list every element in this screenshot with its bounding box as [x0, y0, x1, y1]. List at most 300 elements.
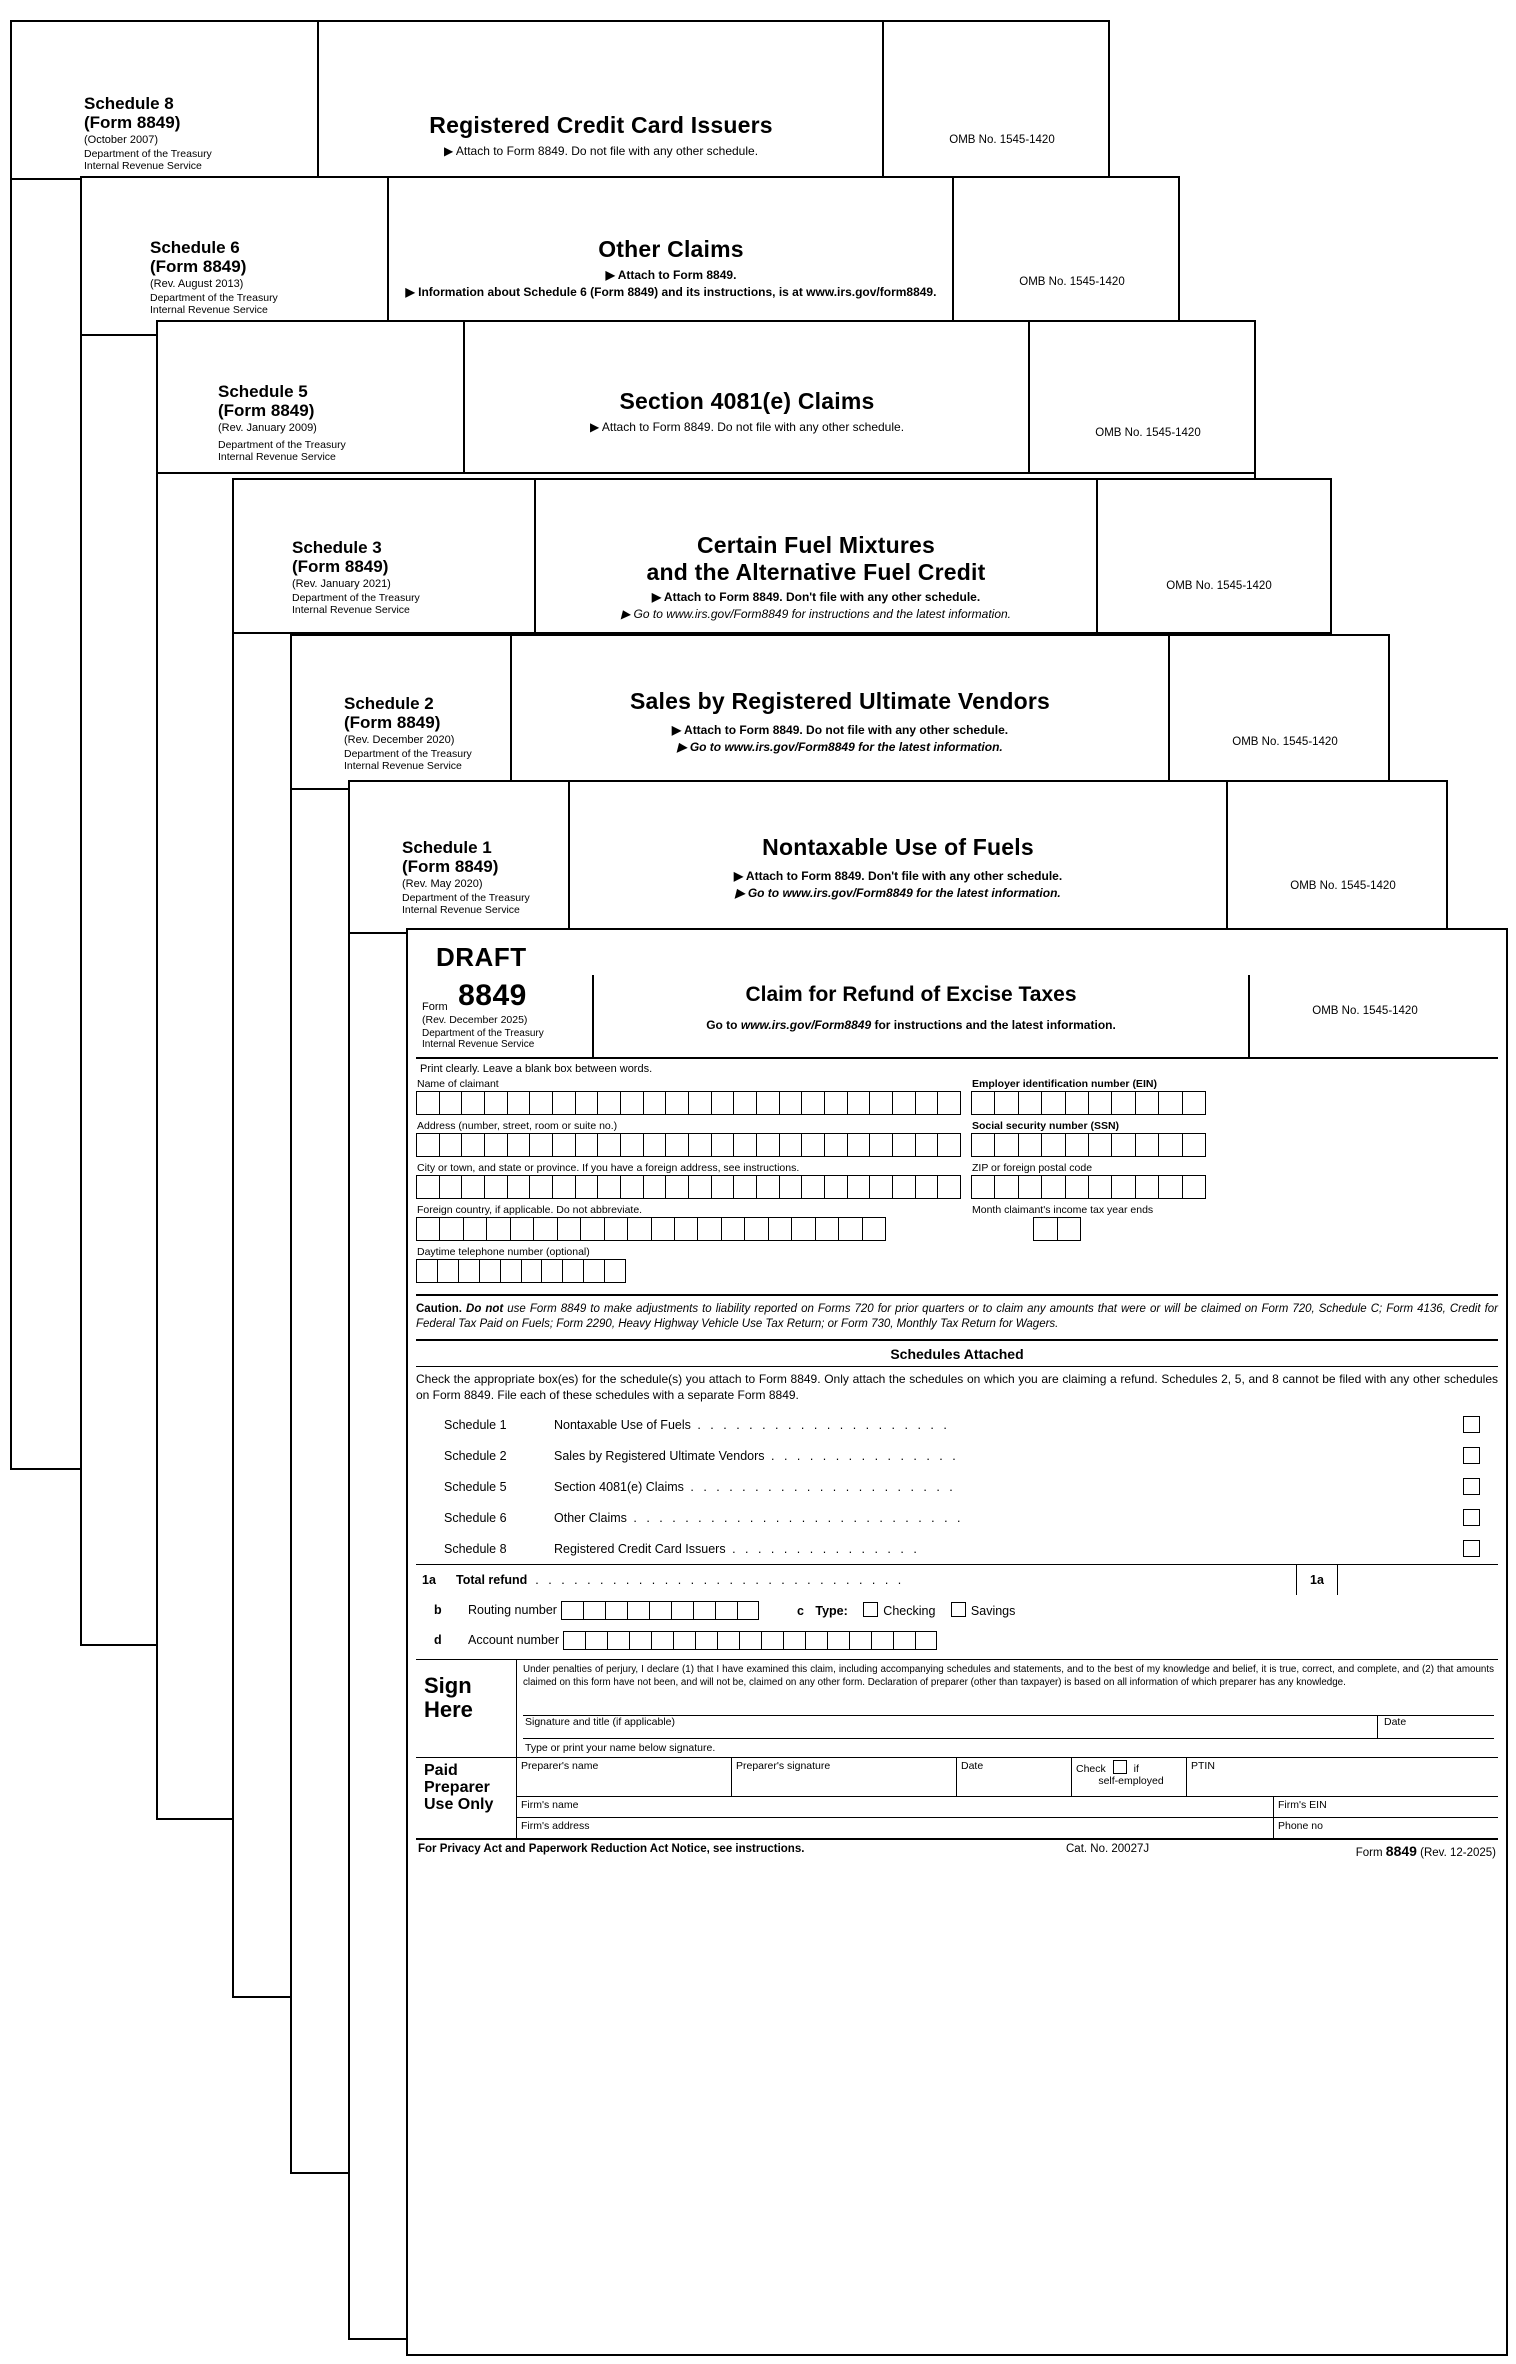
char-box[interactable]: [1088, 1091, 1111, 1115]
schedule-1-checkbox[interactable]: [1463, 1416, 1480, 1433]
char-box[interactable]: [693, 1601, 715, 1620]
char-box[interactable]: [461, 1091, 484, 1115]
char-box[interactable]: [892, 1175, 915, 1199]
type-print-name-label: Type or print your name below signature.: [523, 1738, 1494, 1757]
schedule-row-8[interactable]: [416, 1533, 1498, 1564]
char-box[interactable]: [1041, 1175, 1064, 1199]
char-box[interactable]: [815, 1217, 838, 1241]
line-1a-tag: 1a: [1296, 1565, 1338, 1595]
line-1b-routing[interactable]: [416, 1595, 1498, 1625]
char-box[interactable]: [695, 1631, 717, 1650]
schedule-2-desc: Sales by Registered Ultimate Vendors: [554, 1448, 765, 1463]
schedule-6-desc-wrap: [554, 1511, 1463, 1525]
goto-prefix: Go to: [706, 1018, 741, 1032]
form-title: Claim for Refund of Excise Taxes: [745, 983, 1077, 1006]
char-box[interactable]: [971, 1175, 994, 1199]
char-box[interactable]: [627, 1601, 649, 1620]
char-box[interactable]: [697, 1217, 720, 1241]
char-box[interactable]: [673, 1631, 695, 1650]
char-box[interactable]: [915, 1133, 938, 1157]
char-box[interactable]: [711, 1091, 734, 1115]
schedule-1-label: Schedule 1: [444, 1417, 507, 1432]
schedule-row-5[interactable]: [416, 1471, 1498, 1502]
char-box[interactable]: [651, 1217, 674, 1241]
paid-preparer-section: [416, 1757, 1498, 1838]
schedule-2-dept-line1: Department of the Treasury: [344, 748, 472, 760]
char-box[interactable]: [994, 1091, 1017, 1115]
divider: [1168, 636, 1170, 788]
divider: [158, 472, 1254, 474]
paid-preparer-grid: [516, 1758, 1498, 1838]
ptin-field[interactable]: PTIN: [1191, 1760, 1215, 1772]
schedules-attached-list: [416, 1409, 1498, 1564]
line-1a-total-refund[interactable]: [416, 1564, 1498, 1595]
form-header: [416, 975, 1498, 1059]
char-box[interactable]: [575, 1175, 598, 1199]
char-box[interactable]: [824, 1091, 847, 1115]
char-box[interactable]: [461, 1175, 484, 1199]
char-box[interactable]: [937, 1133, 961, 1157]
schedule-6-sub1: ▶ Attach to Form 8849.: [605, 268, 737, 282]
zip-input[interactable]: [971, 1175, 1206, 1199]
daytime-phone-input[interactable]: [416, 1259, 626, 1283]
char-box[interactable]: [756, 1133, 779, 1157]
char-box[interactable]: [717, 1631, 739, 1650]
schedule-8-name-line2: (Form 8849): [84, 113, 181, 132]
self-employed-check-cell[interactable]: [1072, 1758, 1187, 1796]
char-box[interactable]: [869, 1091, 892, 1115]
char-box[interactable]: [1111, 1175, 1134, 1199]
char-box[interactable]: [643, 1091, 666, 1115]
char-box[interactable]: [1041, 1133, 1064, 1157]
char-box[interactable]: [1088, 1175, 1111, 1199]
schedule-1-revision: (Rev. May 2020): [402, 878, 483, 890]
divider: [1028, 322, 1030, 472]
schedule-5-desc-wrap: [554, 1480, 1463, 1494]
schedule-6-revision: (Rev. August 2013): [150, 278, 244, 290]
daytime-phone-label: Daytime telephone number (optional): [417, 1246, 590, 1258]
schedule-3-dept-line2: Internal Revenue Service: [292, 603, 410, 616]
char-box[interactable]: [665, 1091, 688, 1115]
char-box[interactable]: [1018, 1133, 1041, 1157]
leader-dots: . . . . . . . . . . . . . . . . . . . .: [690, 1417, 950, 1432]
char-box[interactable]: [585, 1631, 607, 1650]
char-box[interactable]: [824, 1175, 847, 1199]
char-box[interactable]: [971, 1133, 994, 1157]
char-box[interactable]: [552, 1091, 575, 1115]
signature-date-label: Date: [1377, 1716, 1494, 1738]
form-goto-line: [596, 1018, 1226, 1032]
char-box[interactable]: [1065, 1175, 1088, 1199]
char-box[interactable]: [575, 1091, 598, 1115]
ein-input[interactable]: [971, 1091, 1206, 1115]
address-input[interactable]: [416, 1133, 961, 1157]
firms-name-field[interactable]: Firm's name: [517, 1797, 1274, 1817]
schedule-5-revision: (Rev. January 2009): [218, 422, 317, 434]
ssn-input[interactable]: [971, 1133, 1206, 1157]
char-box[interactable]: [629, 1631, 651, 1650]
char-box[interactable]: [627, 1217, 650, 1241]
line-1c-number: c: [796, 1604, 804, 1618]
line-1c-label: Type:: [815, 1604, 848, 1618]
char-box[interactable]: [461, 1133, 484, 1157]
char-box[interactable]: [937, 1091, 961, 1115]
preparer-signature-field[interactable]: Preparer's signature: [732, 1758, 957, 1796]
char-box[interactable]: [937, 1175, 961, 1199]
schedule-2-name-line2: (Form 8849): [344, 713, 441, 732]
char-box[interactable]: [733, 1133, 756, 1157]
char-box[interactable]: [439, 1175, 462, 1199]
schedule-2-checkbox[interactable]: [1463, 1447, 1480, 1464]
char-box[interactable]: [739, 1631, 761, 1650]
char-box[interactable]: [756, 1091, 779, 1115]
char-box[interactable]: [801, 1133, 824, 1157]
char-box[interactable]: [665, 1133, 688, 1157]
char-box[interactable]: [1041, 1091, 1064, 1115]
char-box[interactable]: [744, 1217, 767, 1241]
char-box[interactable]: [1065, 1133, 1088, 1157]
paid-preparer-row-1: [517, 1758, 1498, 1796]
char-box[interactable]: [768, 1217, 791, 1241]
char-box[interactable]: [651, 1631, 673, 1650]
char-box[interactable]: [849, 1631, 871, 1650]
char-box[interactable]: [1111, 1091, 1134, 1115]
char-box[interactable]: [733, 1175, 756, 1199]
char-box[interactable]: [915, 1091, 938, 1115]
char-box[interactable]: [783, 1631, 805, 1650]
char-box[interactable]: [1135, 1133, 1158, 1157]
schedule-8-desc: Registered Credit Card Issuers: [554, 1541, 726, 1556]
char-box[interactable]: [1182, 1091, 1206, 1115]
signature-row[interactable]: [523, 1715, 1494, 1738]
char-box[interactable]: [761, 1631, 783, 1650]
schedule-5-omb: OMB No. 1545-1420: [1095, 427, 1201, 439]
char-box[interactable]: [510, 1217, 533, 1241]
firms-ein-field[interactable]: Firm's EIN: [1278, 1799, 1327, 1811]
char-box[interactable]: [507, 1091, 530, 1115]
char-box[interactable]: [915, 1175, 938, 1199]
schedule-3-name-line2: (Form 8849): [292, 557, 389, 576]
char-box[interactable]: [597, 1091, 620, 1115]
foreign-country-input[interactable]: [416, 1217, 886, 1241]
char-box[interactable]: [552, 1133, 575, 1157]
savings-checkbox[interactable]: [951, 1602, 966, 1617]
char-box[interactable]: [862, 1217, 886, 1241]
savings-label: Savings: [970, 1604, 1016, 1618]
char-box[interactable]: [1033, 1217, 1057, 1241]
leader-dots: . . . . . . . . . . . . . . .: [725, 1541, 920, 1556]
form-8849[interactable]: [406, 928, 1508, 2356]
schedule-8-checkbox[interactable]: [1463, 1540, 1480, 1557]
line-1d-number: d: [434, 1633, 442, 1647]
char-box[interactable]: [484, 1133, 507, 1157]
char-box[interactable]: [994, 1175, 1017, 1199]
schedule-5-label: Schedule 5: [444, 1479, 507, 1494]
char-box[interactable]: [643, 1133, 666, 1157]
char-box[interactable]: [1135, 1091, 1158, 1115]
footer-form-word: Form: [1355, 1847, 1386, 1859]
schedule-3-sub2: ▶ Go to www.irs.gov/Form8849 for instructions and the latest information.: [620, 607, 1012, 621]
name-of-claimant-input[interactable]: [416, 1091, 961, 1115]
schedule-1-sub2: ▶ Go to www.irs.gov/Form8849 for the latest information.: [735, 886, 1061, 900]
schedule-8-name-line1: Schedule 8: [84, 94, 174, 113]
char-box[interactable]: [607, 1631, 629, 1650]
schedule-row-1[interactable]: [416, 1409, 1498, 1440]
char-box[interactable]: [484, 1091, 507, 1115]
char-box[interactable]: [583, 1601, 605, 1620]
self-employed-checkbox[interactable]: [1113, 1760, 1127, 1774]
schedule-6-omb: OMB No. 1545-1420: [1019, 276, 1125, 288]
schedule-3-dept-line1: Department of the Treasury: [292, 592, 420, 604]
caution-label: Caution.: [416, 1303, 462, 1315]
char-box[interactable]: [500, 1259, 521, 1283]
char-box[interactable]: [533, 1217, 556, 1241]
char-box[interactable]: [604, 1217, 627, 1241]
schedule-2-title-block: [516, 688, 1164, 755]
char-box[interactable]: [416, 1133, 439, 1157]
routing-number-input[interactable]: [561, 1601, 759, 1620]
schedule-row-6[interactable]: [416, 1502, 1498, 1533]
char-box[interactable]: [479, 1259, 500, 1283]
char-box[interactable]: [643, 1175, 666, 1199]
line-1d-account[interactable]: [416, 1625, 1498, 1655]
schedule-2-omb: OMB No. 1545-1420: [1232, 736, 1338, 748]
schedule-2-label: Schedule 2: [444, 1448, 507, 1463]
char-box[interactable]: [557, 1217, 580, 1241]
schedule-row-2[interactable]: [416, 1440, 1498, 1471]
preparer-date-field[interactable]: Date: [957, 1758, 1072, 1796]
goto-url[interactable]: www.irs.gov/Form8849: [740, 1018, 872, 1032]
char-box[interactable]: [541, 1259, 562, 1283]
schedule-8-desc-wrap: [554, 1542, 1463, 1556]
char-box[interactable]: [711, 1133, 734, 1157]
char-box[interactable]: [604, 1259, 626, 1283]
schedule-8-title-block: [322, 112, 880, 159]
char-box[interactable]: [892, 1091, 915, 1115]
checking-label: Checking: [883, 1604, 936, 1618]
schedule-5-sub1: ▶ Attach to Form 8849. Do not file with any other schedule.: [589, 420, 905, 434]
address-label: Address (number, street, room or suite no.): [417, 1120, 618, 1132]
char-box[interactable]: [597, 1133, 620, 1157]
char-box[interactable]: [620, 1091, 643, 1115]
schedule-1-dept-line2: Internal Revenue Service: [402, 903, 520, 916]
char-box[interactable]: [620, 1133, 643, 1157]
schedule-2-name-line1: Schedule 2: [344, 694, 434, 713]
ssn-label: Social security number (SSN): [972, 1120, 1120, 1132]
char-box[interactable]: [439, 1217, 462, 1241]
divider: [952, 178, 954, 334]
sign-here-label: [416, 1660, 516, 1757]
char-box[interactable]: [507, 1133, 530, 1157]
paid-preparer-label: [416, 1758, 516, 1838]
char-box[interactable]: [1065, 1091, 1088, 1115]
char-box[interactable]: [805, 1631, 827, 1650]
sign-here-line1: Sign: [424, 1673, 472, 1698]
char-box[interactable]: [458, 1259, 479, 1283]
char-box[interactable]: [575, 1133, 598, 1157]
schedule-5-checkbox[interactable]: [1463, 1478, 1480, 1495]
char-box[interactable]: [827, 1631, 849, 1650]
firms-address-field[interactable]: Firm's address: [517, 1818, 1274, 1838]
char-box[interactable]: [871, 1631, 893, 1650]
char-box[interactable]: [552, 1175, 575, 1199]
foreign-country-label: Foreign country, if applicable. Do not abbreviate.: [417, 1204, 643, 1216]
catalog-number: Cat. No. 20027J: [1066, 1843, 1150, 1855]
char-box[interactable]: [779, 1133, 802, 1157]
char-box[interactable]: [915, 1631, 937, 1650]
phone-no-field[interactable]: Phone no: [1278, 1820, 1323, 1832]
char-box[interactable]: [838, 1217, 861, 1241]
char-box[interactable]: [1158, 1175, 1181, 1199]
char-box[interactable]: [869, 1175, 892, 1199]
char-box[interactable]: [824, 1133, 847, 1157]
char-box[interactable]: [994, 1133, 1017, 1157]
char-box[interactable]: [688, 1175, 711, 1199]
char-box[interactable]: [791, 1217, 814, 1241]
char-box[interactable]: [439, 1133, 462, 1157]
city-input[interactable]: [416, 1175, 961, 1199]
char-box[interactable]: [580, 1217, 603, 1241]
paid-preparer-row-3: [517, 1817, 1498, 1838]
char-box[interactable]: [801, 1175, 824, 1199]
char-box[interactable]: [416, 1175, 439, 1199]
char-box[interactable]: [869, 1133, 892, 1157]
schedule-5-title-block: [468, 388, 1026, 435]
schedule-6-checkbox[interactable]: [1463, 1509, 1480, 1526]
form-word: Form: [422, 1001, 448, 1013]
char-box[interactable]: [529, 1091, 552, 1115]
char-box[interactable]: [688, 1091, 711, 1115]
char-box[interactable]: [521, 1259, 542, 1283]
schedule-3-omb: OMB No. 1545-1420: [1166, 580, 1272, 592]
month-year-ends-input[interactable]: [1033, 1217, 1081, 1241]
char-box[interactable]: [1158, 1133, 1181, 1157]
char-box[interactable]: [801, 1091, 824, 1115]
char-box[interactable]: [779, 1091, 802, 1115]
draft-watermark: DRAFT: [436, 942, 527, 972]
self-employed-label: self-employed: [1098, 1775, 1164, 1787]
schedule-6-title: Other Claims: [598, 236, 744, 262]
checking-checkbox[interactable]: [863, 1602, 878, 1617]
char-box[interactable]: [437, 1259, 458, 1283]
form-identity: [422, 979, 590, 1050]
char-box[interactable]: [737, 1601, 759, 1620]
char-box[interactable]: [1088, 1133, 1111, 1157]
char-box[interactable]: [1158, 1091, 1181, 1115]
char-box[interactable]: [416, 1091, 439, 1115]
schedule-8-omb: OMB No. 1545-1420: [949, 134, 1055, 146]
divider: [317, 22, 319, 178]
if-label: if: [1133, 1763, 1139, 1775]
char-box[interactable]: [721, 1217, 744, 1241]
schedule-3-revision: (Rev. January 2021): [292, 578, 391, 590]
char-box[interactable]: [1182, 1175, 1206, 1199]
char-box[interactable]: [620, 1175, 643, 1199]
char-box[interactable]: [416, 1217, 439, 1241]
signature-title-label: Signature and title (if applicable): [525, 1716, 676, 1728]
line-1c-group[interactable]: [797, 1602, 1015, 1618]
char-box[interactable]: [674, 1217, 697, 1241]
account-number-input[interactable]: [563, 1631, 937, 1650]
print-clearly-note: Print clearly. Leave a blank box between words.: [420, 1063, 653, 1075]
char-box[interactable]: [583, 1259, 604, 1283]
form-revision: (Rev. December 2025): [422, 1014, 528, 1026]
char-box[interactable]: [529, 1175, 552, 1199]
schedule-6-title-block: [392, 236, 950, 300]
char-box[interactable]: [711, 1175, 734, 1199]
leader-dots: . . . . . . . . . . . . . . . . . . . . . . . . . .: [626, 1510, 964, 1525]
divider: [387, 178, 389, 334]
char-box[interactable]: [507, 1175, 530, 1199]
schedule-6-name-line2: (Form 8849): [150, 257, 247, 276]
char-box[interactable]: [605, 1601, 627, 1620]
schedule-1-omb: OMB No. 1545-1420: [1290, 880, 1396, 892]
schedule-8-sub1: ▶ Attach to Form 8849. Do not file with any other schedule.: [443, 144, 759, 158]
char-box[interactable]: [892, 1133, 915, 1157]
char-box[interactable]: [847, 1175, 870, 1199]
char-box[interactable]: [1018, 1175, 1041, 1199]
entity-right-column: [961, 1078, 1498, 1288]
schedule-6-sub2: ▶ Information about Schedule 6 (Form 8849) and its instructions, is at www.irs.gov/form8849.: [405, 285, 937, 299]
schedule-1-sub1: ▶ Attach to Form 8849. Don't file with any other schedule.: [733, 869, 1063, 883]
schedule-5-title: Section 4081(e) Claims: [619, 388, 875, 414]
char-box[interactable]: [671, 1601, 693, 1620]
char-box[interactable]: [439, 1091, 462, 1115]
char-box[interactable]: [971, 1091, 994, 1115]
char-box[interactable]: [562, 1259, 583, 1283]
char-box[interactable]: [779, 1175, 802, 1199]
char-box[interactable]: [665, 1175, 688, 1199]
leader-dots: . . . . . . . . . . . . . . . . . . . . . . . . . . . . .: [535, 1573, 905, 1587]
char-box[interactable]: [847, 1091, 870, 1115]
char-box[interactable]: [463, 1217, 486, 1241]
schedule-8-identity: [84, 94, 304, 172]
paid-line2: Preparer: [424, 1779, 490, 1796]
char-box[interactable]: [597, 1175, 620, 1199]
char-box[interactable]: [1111, 1133, 1134, 1157]
schedule-3-name-line1: Schedule 3: [292, 538, 382, 557]
char-box[interactable]: [416, 1259, 437, 1283]
char-box[interactable]: [756, 1175, 779, 1199]
divider: [882, 22, 884, 178]
sign-here-line2: Here: [424, 1697, 473, 1722]
caution-note: [416, 1294, 1498, 1332]
char-box[interactable]: [486, 1217, 509, 1241]
char-box[interactable]: [561, 1601, 583, 1620]
ein-label: Employer identification number (EIN): [972, 1078, 1157, 1090]
schedule-1-title: Nontaxable Use of Fuels: [762, 834, 1034, 860]
char-box[interactable]: [1018, 1091, 1041, 1115]
char-box[interactable]: [563, 1631, 585, 1650]
char-box[interactable]: [688, 1133, 711, 1157]
char-box[interactable]: [893, 1631, 915, 1650]
sign-here-content: [516, 1660, 1498, 1757]
char-box[interactable]: [1135, 1175, 1158, 1199]
goto-suffix: for instructions and the latest information.: [871, 1018, 1116, 1032]
preparer-name-field[interactable]: Preparer's name: [517, 1758, 732, 1796]
char-box[interactable]: [649, 1601, 671, 1620]
char-box[interactable]: [733, 1091, 756, 1115]
char-box[interactable]: [484, 1175, 507, 1199]
divider: [463, 322, 465, 472]
char-box[interactable]: [529, 1133, 552, 1157]
char-box[interactable]: [847, 1133, 870, 1157]
schedule-5-dept-line2: Internal Revenue Service: [218, 450, 336, 463]
char-box[interactable]: [1182, 1133, 1206, 1157]
form-dept-line2: Internal Revenue Service: [422, 1039, 535, 1050]
char-box[interactable]: [1057, 1217, 1082, 1241]
char-box[interactable]: [715, 1601, 737, 1620]
